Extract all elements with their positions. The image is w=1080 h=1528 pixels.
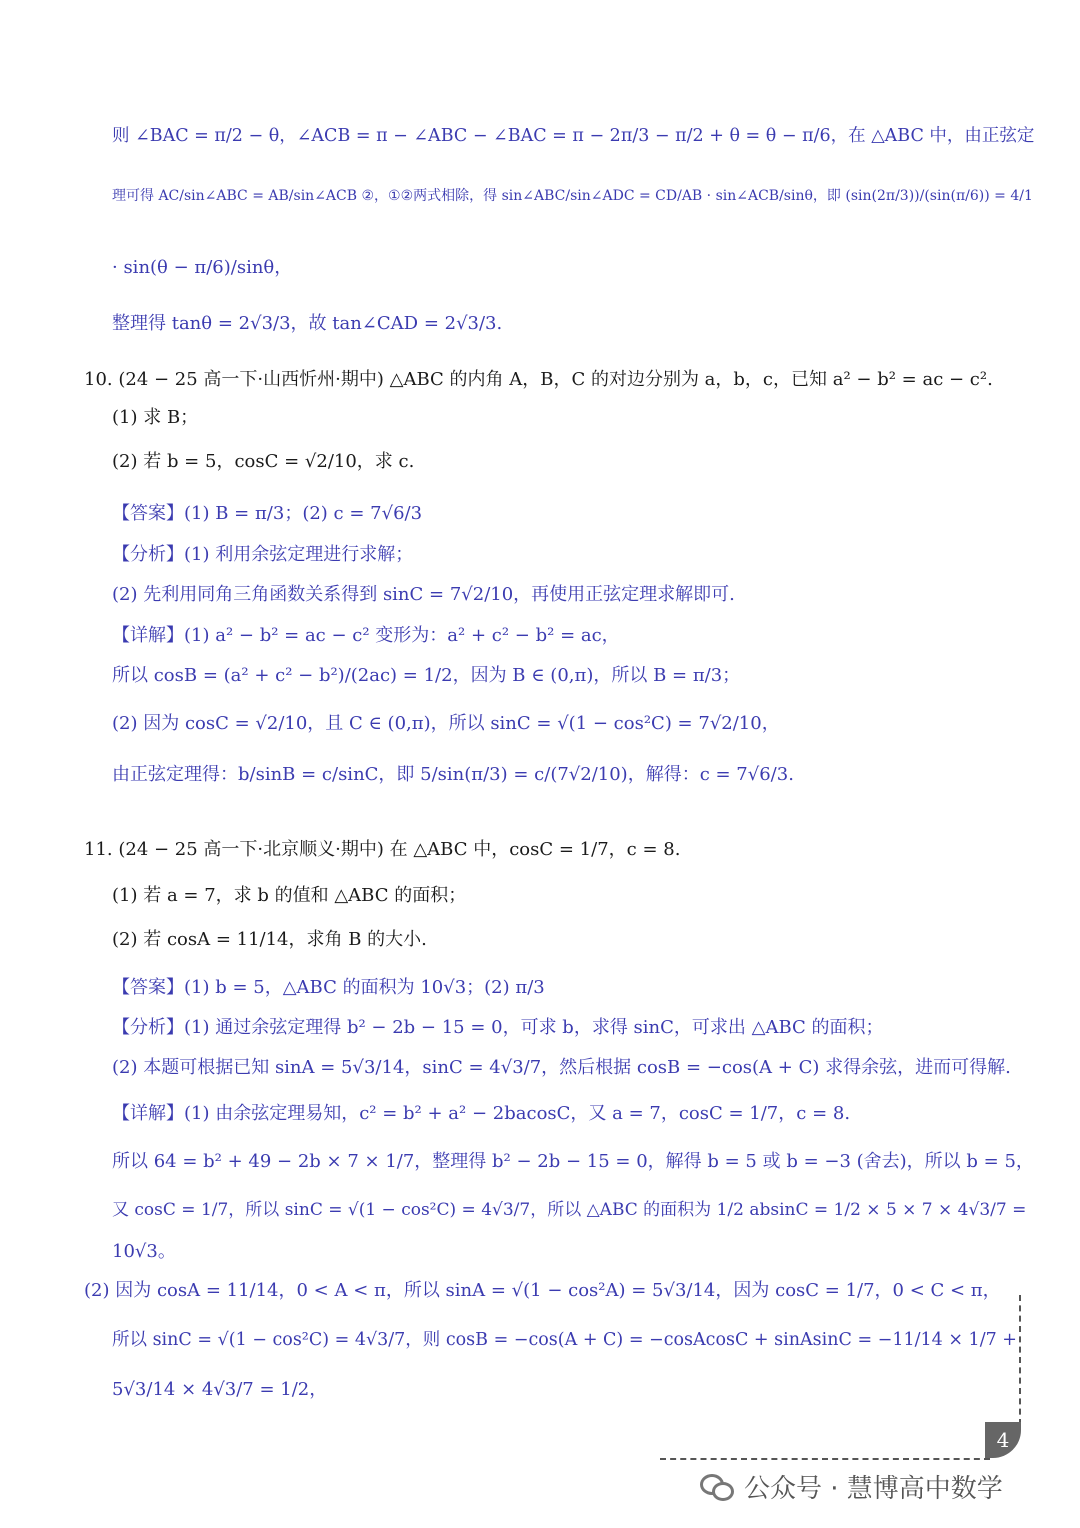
text-line: 整理得 tanθ = 2√3/3，故 tan∠CAD = 2√3/3. bbox=[112, 313, 503, 334]
dashed-border-horizontal bbox=[660, 1458, 990, 1460]
question-10-part-1: (1) 求 B； bbox=[112, 407, 199, 428]
detail-label: 【详解】(1) a² − b² = ac − c² 变形为：a² + c² − b² = ac， bbox=[112, 625, 620, 646]
text-line: 10√3。 bbox=[112, 1241, 176, 1262]
question-11-part-2: (2) 若 cosA = 11/14，求角 B 的大小. bbox=[112, 929, 427, 950]
analysis-label: 【分析】(1) 利用余弦定理进行求解； bbox=[112, 544, 414, 565]
question-10-stem: 10. (24 − 25 高一下·山西忻州·期中) △ABC 的内角 A，B，C 的对边分别为 a，b，c，已知 a² − b² = ac − c². bbox=[84, 369, 993, 390]
text-line: (2) 先利用同角三角函数关系得到 sinC = 7√2/10，再使用正弦定理求解即可. bbox=[112, 584, 735, 605]
footer-text: 公众号 · 慧博高中数学 bbox=[744, 1473, 1003, 1504]
text-line: (2) 本题可根据已知 sinA = 5√3/14，sinC = 4√3/7，然后根据 cosB = −cos(A + C) 求得余弦，进而可得解. bbox=[112, 1057, 1011, 1078]
footer-watermark bbox=[700, 1466, 1003, 1506]
text-line: · sin(θ − π/6)/sinθ， bbox=[112, 257, 293, 278]
answer-label: 【答案】(1) B = π/3；(2) c = 7√6/3 bbox=[112, 503, 423, 524]
text-line: 由正弦定理得：b/sinB = c/sinC，即 5/sin(π/3) = c/(7√2/10)，解得：c = 7√6/3. bbox=[112, 764, 794, 785]
text-line: (2) 因为 cosC = √2/10，且 C ∈ (0,π)，所以 sinC = √(1 − cos²C) = 7√2/10， bbox=[112, 713, 780, 734]
question-10-part-2: (2) 若 b = 5，cosC = √2/10，求 c. bbox=[112, 451, 415, 472]
page-number: 4 bbox=[985, 1422, 1021, 1458]
text-line: 所以 cosB = (a² + c² − b²)/(2ac) = 1/2，因为 B ∈ (0,π)，所以 B = π/3； bbox=[112, 665, 741, 686]
text-line: 又 cosC = 1/7，所以 sinC = √(1 − cos²C) = 4√3/7，所以 △ABC 的面积为 1/2 absinC = 1/2 × 5 × 7 × 4√3/7 = bbox=[112, 1200, 1027, 1220]
text-line: 5√3/14 × 4√3/7 = 1/2， bbox=[112, 1379, 328, 1400]
detail-label: 【详解】(1) 由余弦定理易知，c² = b² + a² − 2bacosC，又 a = 7，cosC = 1/7，c = 8. bbox=[112, 1103, 851, 1124]
text-line: 所以 64 = b² + 49 − 2b × 7 × 1/7，整理得 b² − 2b − 15 = 0，解得 b = 5 或 b = −3 (舍去)，所以 b = 5， bbox=[112, 1151, 1034, 1172]
answer-label: 【答案】(1) b = 5，△ABC 的面积为 10√3；(2) π/3 bbox=[112, 977, 545, 998]
dashed-border-vertical bbox=[1019, 1295, 1021, 1425]
text-line: (2) 因为 cosA = 11/14，0 < A < π，所以 sinA = √(1 − cos²A) = 5√3/14，因为 cosC = 1/7，0 < C < π， bbox=[84, 1280, 1001, 1301]
wechat-icon bbox=[700, 1472, 734, 1500]
text-line: 则 ∠BAC = π/2 − θ，∠ACB = π − ∠ABC − ∠BAC = π − 2π/3 − π/2 + θ = θ − π/6，在 △ABC 中，由正弦定 bbox=[112, 126, 1035, 146]
text-line: 所以 sinC = √(1 − cos²C) = 4√3/7，则 cosB = −cos(A + C) = −cosAcosC + sinAsinC = −11/14 × 1/7 + bbox=[112, 1330, 1017, 1350]
analysis-label: 【分析】(1) 通过余弦定理得 b² − 2b − 15 = 0，可求 b，求得 sinC，可求出 △ABC 的面积； bbox=[112, 1017, 884, 1038]
text-line: 理可得 AC/sin∠ABC = AB/sin∠ACB ②，①②两式相除，得 sin∠ABC/sin∠ADC = CD/AB · sin∠ACB/sinθ，即 (sin(2π/3))/(sin(π/6)) = 4/1 bbox=[112, 188, 1033, 204]
question-11-part-1: (1) 若 a = 7，求 b 的值和 △ABC 的面积； bbox=[112, 885, 467, 906]
question-11-stem: 11. (24 − 25 高一下·北京顺义·期中) 在 △ABC 中，cosC = 1/7，c = 8. bbox=[84, 839, 681, 860]
